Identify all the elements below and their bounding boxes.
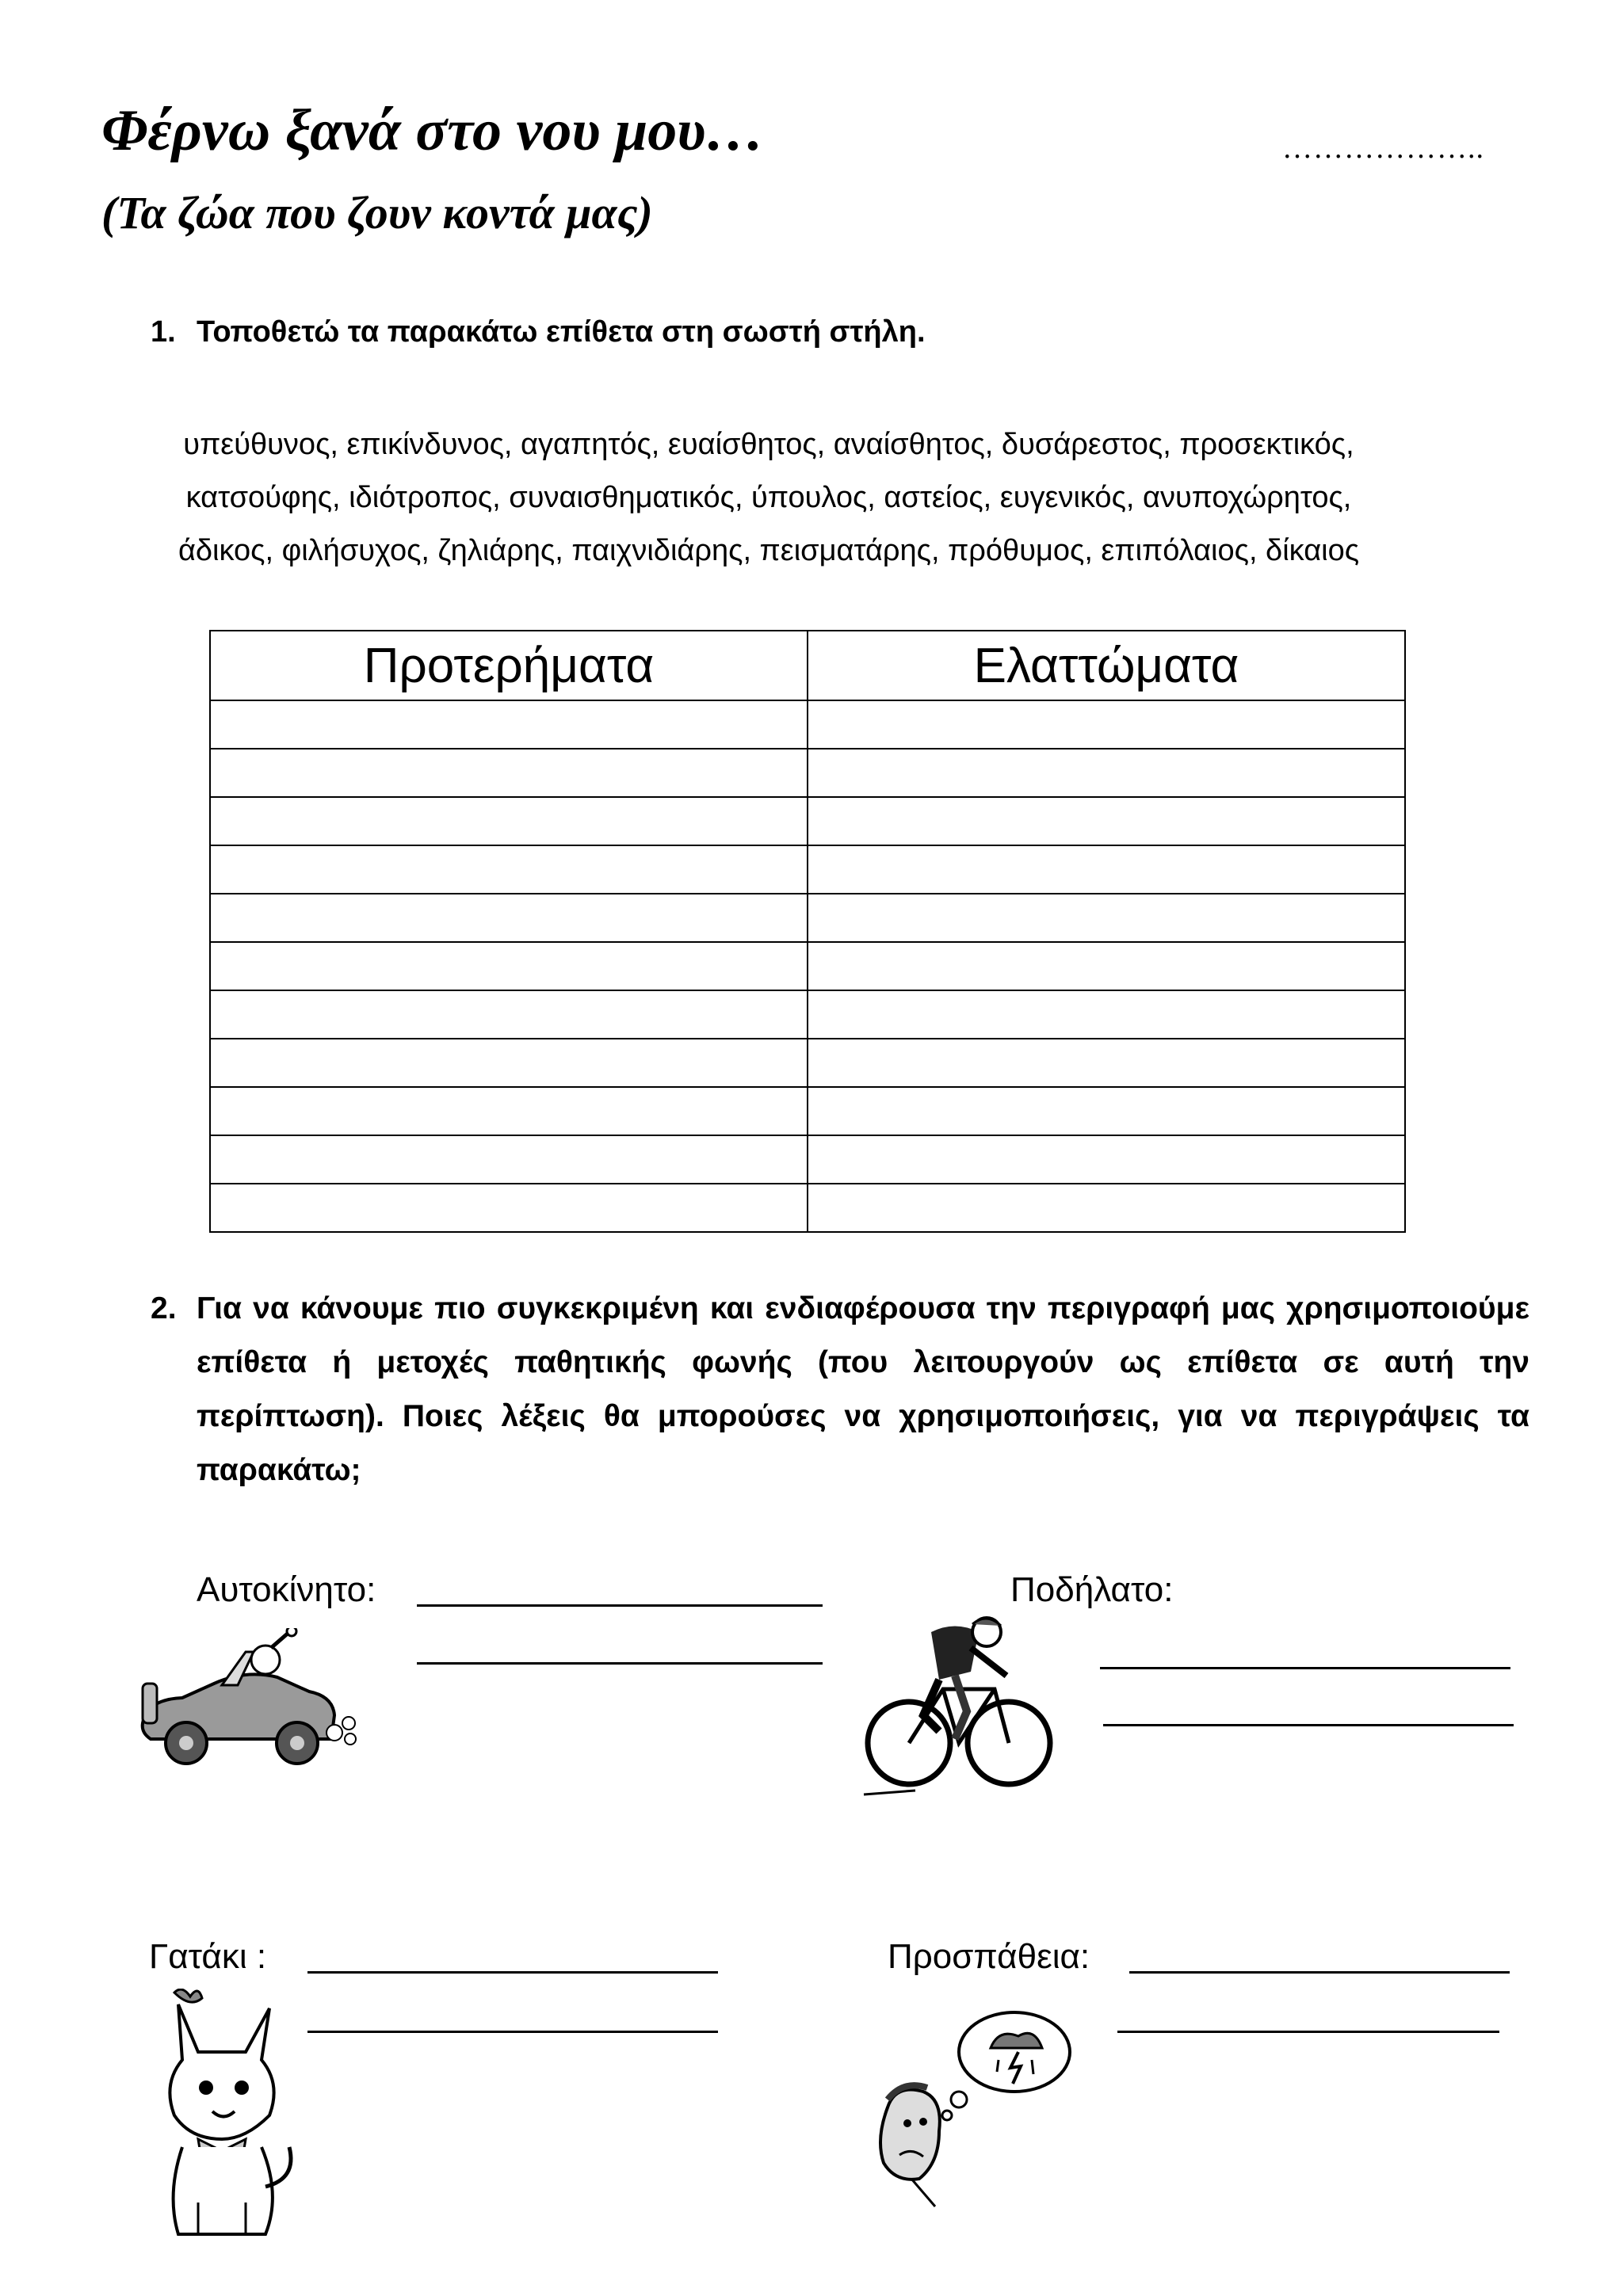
word-bank-line: υπεύθυνος, επικίνδυνος, αγαπητός, ευαίσθητος, αναίσθητος, δυσάρεστος, προσεκτικός,: [183, 428, 1354, 461]
table-row: [210, 700, 1405, 749]
table-row: [210, 1135, 1405, 1184]
flaw-cell[interactable]: [808, 1184, 1405, 1232]
flaw-cell[interactable]: [808, 894, 1405, 942]
page-title: Φέρνω ξανά στο νου μου…: [101, 98, 765, 163]
bicycle-icon: [860, 1600, 1058, 1798]
table-row: [210, 1087, 1405, 1135]
exercise-2-number: 2.: [151, 1291, 177, 1325]
column-header-flaws: Ελαττώματα: [808, 631, 1405, 700]
table-row: [210, 1184, 1405, 1232]
flaw-cell[interactable]: [808, 1039, 1405, 1087]
answer-line-effort-1[interactable]: [1129, 1971, 1510, 1974]
exercise-1-instruction: [151, 315, 926, 349]
flaw-cell[interactable]: [808, 700, 1405, 749]
flaw-cell[interactable]: [808, 942, 1405, 990]
word-bank-line: κατσούφης, ιδιότροπος, συναισθηματικός, ύπουλος, αστείος, ευγενικός, ανυποχώρητος,: [185, 481, 1352, 514]
exercise-1-number: 1.: [151, 315, 176, 349]
table-row: [210, 845, 1405, 894]
answer-line-bicycle-1[interactable]: [1100, 1667, 1510, 1669]
virtue-cell[interactable]: [210, 1184, 808, 1232]
word-bank: [95, 418, 1442, 578]
page-subtitle: (Τα ζώα που ζουν κοντά μας): [101, 187, 653, 238]
answer-line-car-1[interactable]: [417, 1604, 823, 1607]
table-row: [210, 1039, 1405, 1087]
worried-man-icon: [864, 2004, 1086, 2210]
exercise-1-text: Τοποθετώ τα παρακάτω επίθετα στη σωστή στήλη.: [197, 315, 926, 349]
virtue-cell[interactable]: [210, 797, 808, 845]
exercise-2-text: Για να κάνουμε πιο συγκεκριμένη και ενδιαφέρουσα την περιγραφή μας χρησιμοποιούμε επίθετα ή μετοχές παθητικής φωνής (που λειτουργούν ως επίθετα σε αυτή την περίπτωση). Ποιες λέξεις θα μπορούσες να χρησιμοποιήσεις, για να περιγράψεις τα παρακάτω;: [197, 1291, 1529, 1487]
column-header-virtues: Προτερήματα: [210, 631, 808, 700]
table-row: [210, 942, 1405, 990]
virtue-cell[interactable]: [210, 990, 808, 1039]
answer-line-bicycle-2[interactable]: [1103, 1724, 1514, 1726]
word-bank-line: άδικος, φιλήσυχος, ζηλιάρης, παιχνιδιάρης, πεισματάρης, πρόθυμος, επιπόλαιος, δίκαιος: [178, 534, 1360, 567]
virtue-cell[interactable]: [210, 894, 808, 942]
flaw-cell[interactable]: [808, 749, 1405, 797]
answer-line-kitten-1[interactable]: [307, 1971, 718, 1974]
table-row: [210, 990, 1405, 1039]
flaw-cell[interactable]: [808, 1087, 1405, 1135]
car-icon: [127, 1628, 365, 1779]
flaw-cell[interactable]: [808, 845, 1405, 894]
virtue-cell[interactable]: [210, 1039, 808, 1087]
flaw-cell[interactable]: [808, 797, 1405, 845]
table-row: [210, 797, 1405, 845]
exercise-2-instruction: [151, 1282, 1529, 1497]
kitten-icon: [143, 1989, 301, 2242]
virtue-cell[interactable]: [210, 700, 808, 749]
virtue-cell[interactable]: [210, 749, 808, 797]
date-field: ………………..: [1282, 132, 1484, 165]
virtue-cell[interactable]: [210, 1087, 808, 1135]
answer-line-car-2[interactable]: [417, 1662, 823, 1665]
classification-table: [209, 630, 1406, 1233]
table-row: [210, 749, 1405, 797]
answer-line-kitten-2[interactable]: [307, 2031, 718, 2033]
label-effort: Προσπάθεια:: [888, 1937, 1090, 1976]
virtue-cell[interactable]: [210, 845, 808, 894]
table-row: [210, 894, 1405, 942]
virtue-cell[interactable]: [210, 1135, 808, 1184]
answer-line-effort-2[interactable]: [1117, 2031, 1499, 2033]
label-kitten: Γατάκι :: [149, 1937, 267, 1976]
flaw-cell[interactable]: [808, 990, 1405, 1039]
flaw-cell[interactable]: [808, 1135, 1405, 1184]
virtue-cell[interactable]: [210, 942, 808, 990]
label-car: Αυτοκίνητο:: [197, 1570, 376, 1609]
label-bicycle: Ποδήλατο:: [1010, 1570, 1174, 1609]
